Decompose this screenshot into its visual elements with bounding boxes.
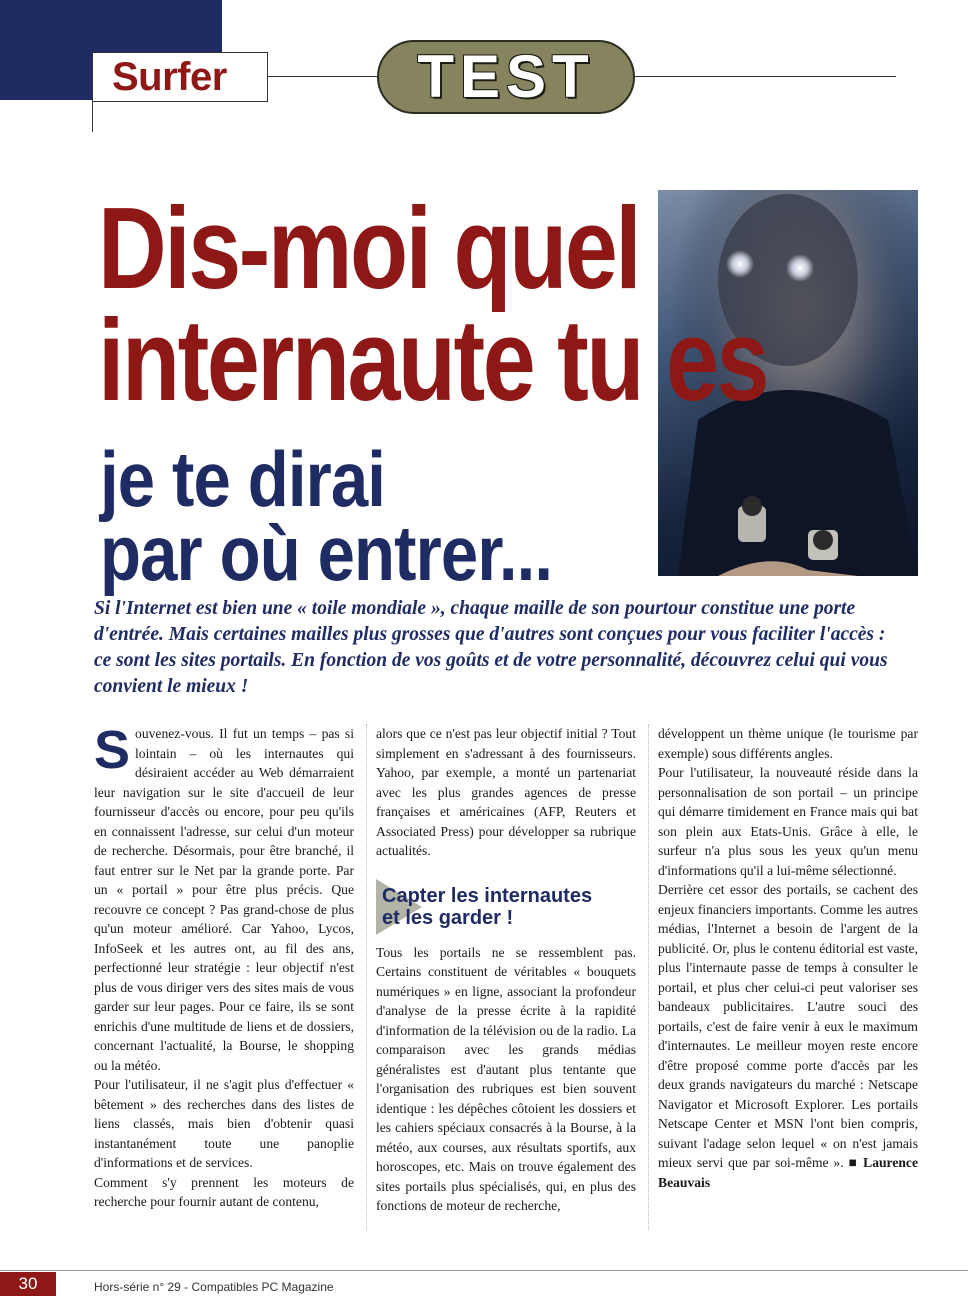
headline-line-2: internaute tu es (98, 295, 767, 425)
section-subheading (376, 879, 636, 929)
page-number: 30 (0, 1272, 56, 1296)
section-label: Surfer (112, 55, 227, 99)
article-column-3 (658, 724, 918, 1192)
body-paragraph: Pour l'utilisateur, la nouveauté réside dans la personnalisation de son portail – un principe qui démarre timidement en France mais qui bat son plein aux Etats-Unis. Grâce à elle, le surfeur n'a plus sous les yeux qu'un menu d'informations qu'il a lui-même sélectionné. (658, 765, 918, 878)
header-rule-vertical (92, 100, 93, 132)
footer-publication: Hors-série n° 29 - Compatibles PC Magazine (94, 1280, 334, 1294)
subheading-line-2: et les garder ! (382, 906, 514, 929)
body-paragraph: alors que ce n'est pas leur objectif initial ? Tout simplement en s'adressant à des fournisseurs. Yahoo, par exemple, a monté un partenariat avec les plus grandes agences de presse françaises et américaines (AFP, Reuters et Associated Press) pour développer sa rubrique actualités. (376, 726, 636, 858)
headline-line-1: Dis-moi quel (98, 183, 640, 313)
test-badge-label: TEST (417, 43, 595, 110)
subheadline-line-1: je te dirai (100, 435, 386, 523)
body-paragraph: Pour l'utilisateur, il ne s'agit plus d'effectuer « bêtement » des recherches dans des listes de liens classés, mais bien d'obtenir quasi instantanément toute une panoplie d'informations et de services. (94, 1077, 354, 1170)
body-paragraph: Tous les portails ne se ressemblent pas. Certains constituent de véritables « bouquets numériques » en ligne, associant la profondeur d'analyse de la presse écrite à la rapidité d'information de la télévision ou de la radio. La comparaison avec les grands médias généralistes est d'autant plus tentante que l'organisation des rubriques est bien souvent identique : les dépêches côtoient les dossiers et les cahiers spéciaux consacrés à la Bourse, à la météo, aux courses, aux résultats sportifs, aux horoscopes, etc. Mais on trouve également des sites portails plus spécialisés, qui, en plus des fonctions de moteur de recherche, (376, 944, 636, 1213)
test-badge (377, 40, 635, 114)
body-paragraph (658, 880, 918, 1192)
column-separator (648, 724, 649, 1230)
column-separator (366, 724, 367, 1230)
drop-cap: S (94, 720, 131, 780)
footer-rule (0, 1270, 968, 1271)
article-column-1 (94, 720, 354, 1212)
body-paragraph (94, 720, 354, 1075)
body-text: Derrière cet essor des portails, se cachent des enjeux financiers importants. Comme les autres médias, l'Internet a besoin de l'argent de la publicité. Or, plus le contenu éditorial est vaste, plus l'internaute passe de temps à consulter le portail, et plus cher celui-ci peut valoriser ses bandeaux publicitaires. L'autre souci des portails, c'est de faire venir à eux le maximum d'internautes. Le meilleur moyen reste encore d'être proposé comme porte d'accès par les deux grands navigateurs du marché : Netscape Navigator et Microsoft Explorer. Les portails Netscape Center et MSN l'ont bien compris, suivant l'adage selon lequel « on n'est jamais mieux servi que par soi-même ». (658, 882, 918, 1170)
body-paragraph: Comment s'y prennent les moteurs de recherche pour fournir autant de contenu, (94, 1174, 354, 1209)
body-paragraph: développent un thème unique (le tourisme par exemple) sous différents angles. (658, 726, 918, 761)
subheading-line-1: Capter les internautes (382, 884, 593, 907)
subheadline-line-2: par où entrer... (100, 509, 553, 597)
article-column-2 (376, 724, 636, 1216)
lead-paragraph: Si l'Internet est bien une « toile mondiale », chaque maille de son pourtour constitue une porte d'entrée. Mais certaines mailles plus grosses que d'autres sont conçues pour vous faciliter l'accès : ce sont les sites portails. En fonction de vos goûts et de votre personnalité, découvrez celui qui vous convient le mieux ! (94, 598, 888, 697)
body-text: ouvenez-vous. Il fut un temps – pas si lointain – où les internautes qui désiraient accéder au Web démarraient leur navigation sur le site d'accueil de leur fournisseur d'accès ou encore, pour peu qu'ils en connaissent l'adresse, sur celui d'un moteur de recherche. Désormais, pour être branché, il faut entrer sur le Net par la grande porte. Par un « portail » pour être plus précis. Que recouvre ce concept ? Pas grand-chose de plus qu'un moteur amélioré. Car Yahoo, Lycos, InfoSeek et les autres ont, au fil des ans, perfectionné leur stratégie : leur objectif n'est plus de vous diriger vers des sites mais de vous garder sur leur pages. Pour ce faire, ils se sont enrichis d'une multitude de liens et de dossiers, concernant l'actualité, la Bourse, le shopping ou la météo. (94, 726, 354, 1073)
author-signature: ■ Laurence Beauvais (658, 1155, 918, 1190)
